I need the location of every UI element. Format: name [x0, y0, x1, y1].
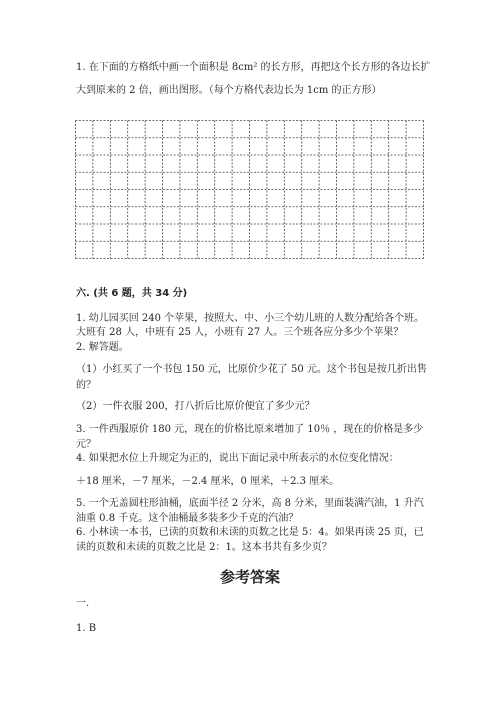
- problem-1-line-2: 大班有 28 人，中班有 25 人，小班有 27 人。三个班各应分多少个苹果？: [76, 327, 404, 338]
- problem-4: 4. 如果把水位上升规定为正的，说出下面记录中所表示的水位变化情况：: [76, 453, 399, 464]
- section-6-title: 六. (共 6 题，共 34 分): [76, 288, 188, 299]
- answer-title: 参考答案: [219, 568, 280, 586]
- problem-1-line-1: 1. 幼儿园买回 240 个苹果，按照大、中、小三个幼儿班的人数分配给各个班。: [76, 313, 425, 324]
- answer-section-1: 一.: [76, 598, 90, 609]
- problem-2-part-2: （2）一件衣服 200，打八折后比原价便宜了多少元？: [76, 401, 315, 412]
- problem-3-line-1: 3. 一件西服原价 180 元，现在的价格比原来增加了 10％ ，现在的价格是多少: [76, 424, 424, 435]
- question-1-line-2: 大到原来的 2 倍，画出图形。（每个方格代表边长为 1cm 的正方形）: [76, 85, 382, 96]
- question-1-line-1: 1. 在下面的方格纸中画一个面积是 8cm² 的长方形，再把这个长方形的各边长扩: [76, 62, 431, 73]
- problem-2: 2. 解答题。: [76, 342, 129, 353]
- problem-6-line-2: 读的页数和未读的页数之比是 2：1。这本书共有多少页？: [76, 542, 332, 553]
- problem-2-part-1-cont: 的？: [76, 380, 96, 391]
- answer-1: 1. B: [76, 623, 97, 634]
- problem-2-part-1: （1）小红买了一个书包 150 元，比原价少花了 50 元。这个书包是按几折出售: [76, 364, 427, 375]
- problem-5-line-1: 5. 一个无盖圆柱形油桶，底面半径 2 分米，高 8 分米，里面装满汽油，1 升汽: [76, 498, 424, 509]
- problem-6-line-1: 6. 小林读一本书，已读的页数和未读的页数之比是 5：4。如果再读 25 页，已: [76, 527, 424, 538]
- problem-4-values: ＋18 厘米，－7 厘米，－2.4 厘米，0 厘米，＋2.3 厘米。: [76, 476, 340, 487]
- problem-3-line-2: 元？: [76, 439, 96, 450]
- square-grid: [75, 120, 424, 259]
- problem-5-line-2: 油重 0.8 千克。这个油桶最多装多少千克的汽油？: [76, 513, 299, 524]
